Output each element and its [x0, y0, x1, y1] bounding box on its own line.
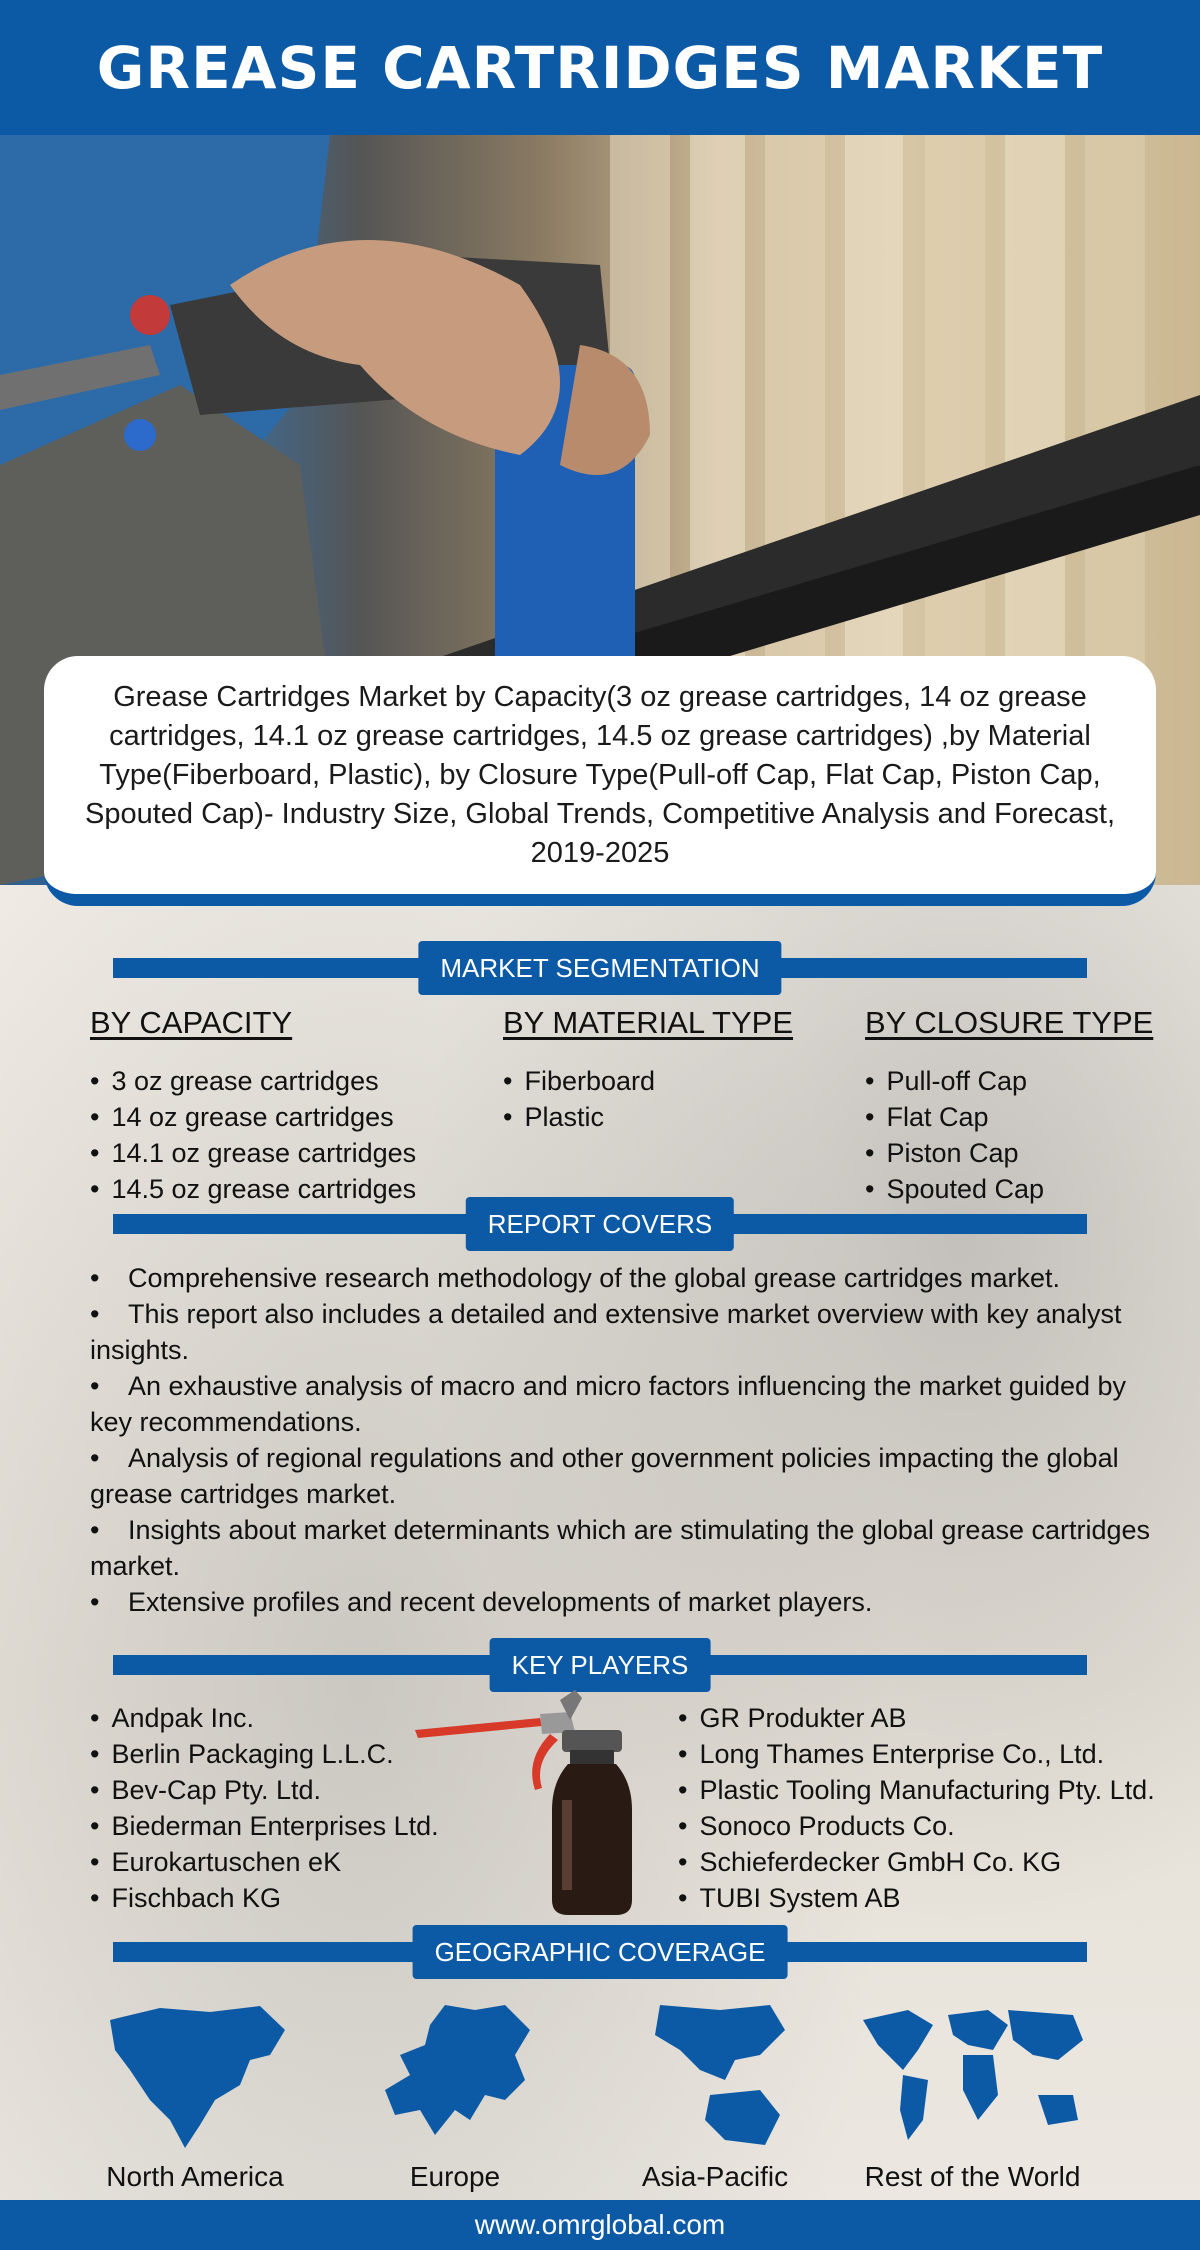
list-item: • Insights about market determinants which are stimulating the global grease cartridges market.	[90, 1515, 1151, 1581]
list-item: • Fiberboard	[503, 1063, 793, 1099]
list-item: • Sonoco Products Co.	[678, 1808, 1155, 1844]
geo-label: Asia-Pacific	[641, 2161, 789, 2192]
list-item: • Andpak Inc.	[90, 1700, 439, 1736]
capacity-heading: BY CAPACITY	[90, 1005, 293, 1040]
geo-label: Rest of the World	[864, 2161, 1081, 2192]
players-list-left	[90, 1700, 439, 1916]
capacity-column	[90, 1005, 416, 1207]
geo-asia-pacific	[630, 2000, 800, 2193]
closure-heading: BY CLOSURE TYPE	[865, 1005, 1154, 1040]
header-bar	[0, 0, 1200, 135]
list-item: • 3 oz grease cartridges	[90, 1063, 416, 1099]
oil-can-icon	[410, 1690, 660, 1920]
players-banner-label: KEY PLAYERS	[490, 1638, 711, 1692]
capacity-list	[90, 1063, 416, 1207]
list-item: • Spouted Cap	[865, 1171, 1153, 1207]
list-item: • Comprehensive research methodology of the global grease cartridges market.	[90, 1263, 1060, 1293]
geo-banner	[113, 1937, 1087, 1967]
report-list	[90, 1260, 1170, 1620]
material-column	[503, 1005, 793, 1135]
list-item: • Biederman Enterprises Ltd.	[90, 1808, 439, 1844]
list-item: • Analysis of regional regulations and other government policies impacting the global grease cartridges market.	[90, 1443, 1119, 1509]
geo-label: Europe	[409, 2161, 501, 2192]
list-item: • Plastic Tooling Manufacturing Pty. Ltd.	[678, 1772, 1155, 1808]
material-heading: BY MATERIAL TYPE	[503, 1005, 794, 1040]
list-item: • GR Produkter AB	[678, 1700, 1155, 1736]
segmentation-banner-label: MARKET SEGMENTATION	[418, 941, 781, 995]
material-list	[503, 1063, 793, 1135]
list-item: • Pull-off Cap	[865, 1063, 1153, 1099]
geo-europe	[365, 2000, 545, 2193]
asia-pacific-map-icon	[640, 2000, 790, 2150]
footer-bar	[0, 2200, 1200, 2250]
list-item: • Fischbach KG	[90, 1880, 439, 1916]
list-item: • TUBI System AB	[678, 1880, 1155, 1916]
report-subtitle-card	[44, 656, 1156, 906]
list-item: • 14 oz grease cartridges	[90, 1099, 416, 1135]
list-item: • Long Thames Enterprise Co., Ltd.	[678, 1736, 1155, 1772]
page-title: GREASE CARTRIDGES MARKET	[96, 33, 1104, 102]
list-item: • Eurokartuschen eK	[90, 1844, 439, 1880]
europe-map-icon	[375, 2000, 535, 2150]
geo-north-america	[95, 2000, 295, 2193]
list-item: • Schieferdecker GmbH Co. KG	[678, 1844, 1155, 1880]
geo-rest-of-world	[850, 2000, 1095, 2193]
list-item: • Extensive profiles and recent developments of market players.	[90, 1587, 873, 1617]
list-item: • Plastic	[503, 1099, 793, 1135]
closure-column	[865, 1005, 1153, 1207]
footer-url[interactable]: www.omrglobal.com	[474, 2209, 726, 2240]
report-subtitle: Grease Cartridges Market by Capacity(3 oz grease cartridges, 14 oz grease cartridges, 14.1 oz grease cartridges, 14.5 oz grease cartridges) ,by Material Type(Fiberboard, Plastic), by Closure Type(Pull-off Cap, Flat Cap, Piston Cap, Spouted Cap)- Industry Size, Global Trends, Competitive Analysis and Forecast, 2019-2025	[85, 680, 1115, 869]
list-item: • An exhaustive analysis of macro and micro factors influencing the market guided by key recommendations.	[90, 1371, 1127, 1437]
report-banner-label: REPORT COVERS	[466, 1197, 734, 1251]
players-list-right	[678, 1700, 1155, 1916]
north-america-map-icon	[100, 2000, 290, 2150]
report-banner	[113, 1209, 1087, 1239]
players-banner	[113, 1650, 1087, 1680]
list-item: • Flat Cap	[865, 1099, 1153, 1135]
segmentation-banner	[113, 953, 1087, 983]
world-map-icon	[858, 2000, 1088, 2150]
list-item: • 14.5 oz grease cartridges	[90, 1171, 416, 1207]
list-item: • Piston Cap	[865, 1135, 1153, 1171]
list-item: • Berlin Packaging L.L.C.	[90, 1736, 439, 1772]
list-item: • This report also includes a detailed and extensive market overview with key analyst insights.	[90, 1299, 1122, 1365]
geo-banner-label: GEOGRAPHIC COVERAGE	[413, 1925, 788, 1979]
closure-list	[865, 1063, 1153, 1207]
list-item: • 14.1 oz grease cartridges	[90, 1135, 416, 1171]
list-item: • Bev-Cap Pty. Ltd.	[90, 1772, 439, 1808]
geo-label: North America	[106, 2161, 284, 2192]
